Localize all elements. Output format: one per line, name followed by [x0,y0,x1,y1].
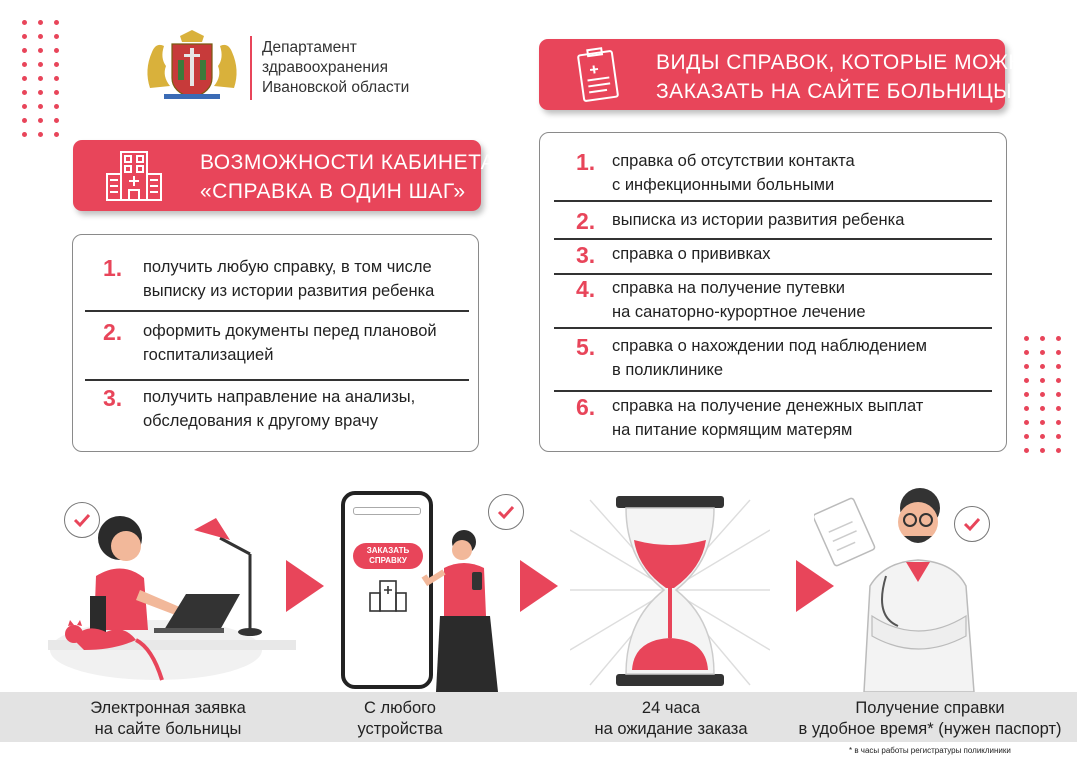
item-number: 1. [103,255,123,281]
item-number: 2. [576,208,596,234]
step-caption-2 [330,698,470,740]
list-divider [554,238,992,240]
item-number: 5. [576,334,596,360]
list-divider [554,327,992,329]
list-divider [85,310,469,312]
department-line: Департамент [262,39,357,56]
header-divider [250,36,252,100]
checkmark-bubble [488,494,524,530]
item-text: получить любую справку, в том числе [143,258,432,276]
item-text: получить направление на анализы, [143,388,416,406]
medical-clipboard-icon [573,47,623,103]
step-caption-4 [792,698,1068,740]
cabinet-features-banner [73,140,496,211]
item-text: справка на получение денежных выплат [612,397,924,415]
caption-line: в удобное время* (нужен паспорт) [798,720,1062,738]
item-number: 3. [576,242,596,268]
certificate-types-banner [539,39,1041,110]
checkmark-icon [955,507,989,541]
checkmark-bubble [64,502,100,538]
list-divider [85,379,469,381]
item-text: обследования к другому врачу [143,412,379,430]
item-text: с инфекционными больными [612,176,835,194]
coat-of-arms-logo [142,30,242,102]
certificate-types-list [539,132,1007,452]
item-number: 6. [576,394,596,420]
item-text: госпитализацией [143,346,274,364]
checkmark-icon [489,495,523,529]
step-arrow-icon [286,560,324,612]
address-bar [353,507,421,515]
caption-line: устройства [357,720,443,738]
item-text: справка о нахождении под наблюдением [612,337,927,355]
step-arrow-icon [520,560,558,612]
decorative-dots-left [22,20,61,137]
item-number: 4. [576,276,596,302]
cabinet-features-list [72,234,479,452]
step-caption-3 [578,698,764,740]
order-certificate-button [353,543,423,569]
item-text: на питание кормящим матерям [612,421,853,439]
banner-line: ВОЗМОЖНОСТИ КАБИНЕТА [200,151,496,174]
banner-line: ВИДЫ СПРАВОК, КОТОРЫЕ МОЖНО [656,51,1041,74]
item-text: на санаторно-курортное лечение [612,303,866,321]
department-line: здравоохранения [262,59,388,76]
checkmark-icon [65,503,99,537]
banner-line: «СПРАВКА В ОДИН ШАГ» [200,180,466,203]
step-caption-1 [52,698,284,740]
caption-line: Получение справки [855,699,1005,717]
item-text: оформить документы перед плановой [143,322,437,340]
caption-line: на сайте больницы [94,720,242,738]
caption-line: 24 часа [641,699,701,717]
button-line: СПРАВКУ [369,556,407,565]
button-line: ЗАКАЗАТЬ [366,546,410,555]
item-text: в поликлинике [612,361,724,379]
item-text: выписка из истории развития ребенка [612,211,905,229]
item-number: 1. [576,149,596,175]
caption-line: Электронная заявка [90,699,246,717]
item-text: выписку из истории развития ребенка [143,282,435,300]
hourglass-illustration [570,490,770,690]
department-name [262,38,409,98]
item-text: справка об отсутствии контакта [612,152,855,170]
banner-line: ЗАКАЗАТЬ НА САЙТЕ БОЛЬНИЦЫ [656,80,1013,103]
item-text: справка на получение путевки [612,279,845,297]
footnote: * в часы работы регистратуры поликлиники [849,746,1011,755]
list-divider [554,273,992,275]
hospital-building-icon [105,150,163,202]
woman-with-phone-illustration [420,528,500,692]
caption-line: на ожидание заказа [594,720,748,738]
list-divider [554,390,992,392]
item-number: 3. [103,385,123,411]
decorative-dots-right [1024,336,1063,453]
department-line: Ивановской области [262,79,410,96]
list-divider [554,200,992,202]
hospital-icon [367,579,409,613]
item-number: 2. [103,319,123,345]
caption-line: С любого [364,699,436,717]
item-text: справка о прививках [612,245,771,263]
checkmark-bubble [954,506,990,542]
